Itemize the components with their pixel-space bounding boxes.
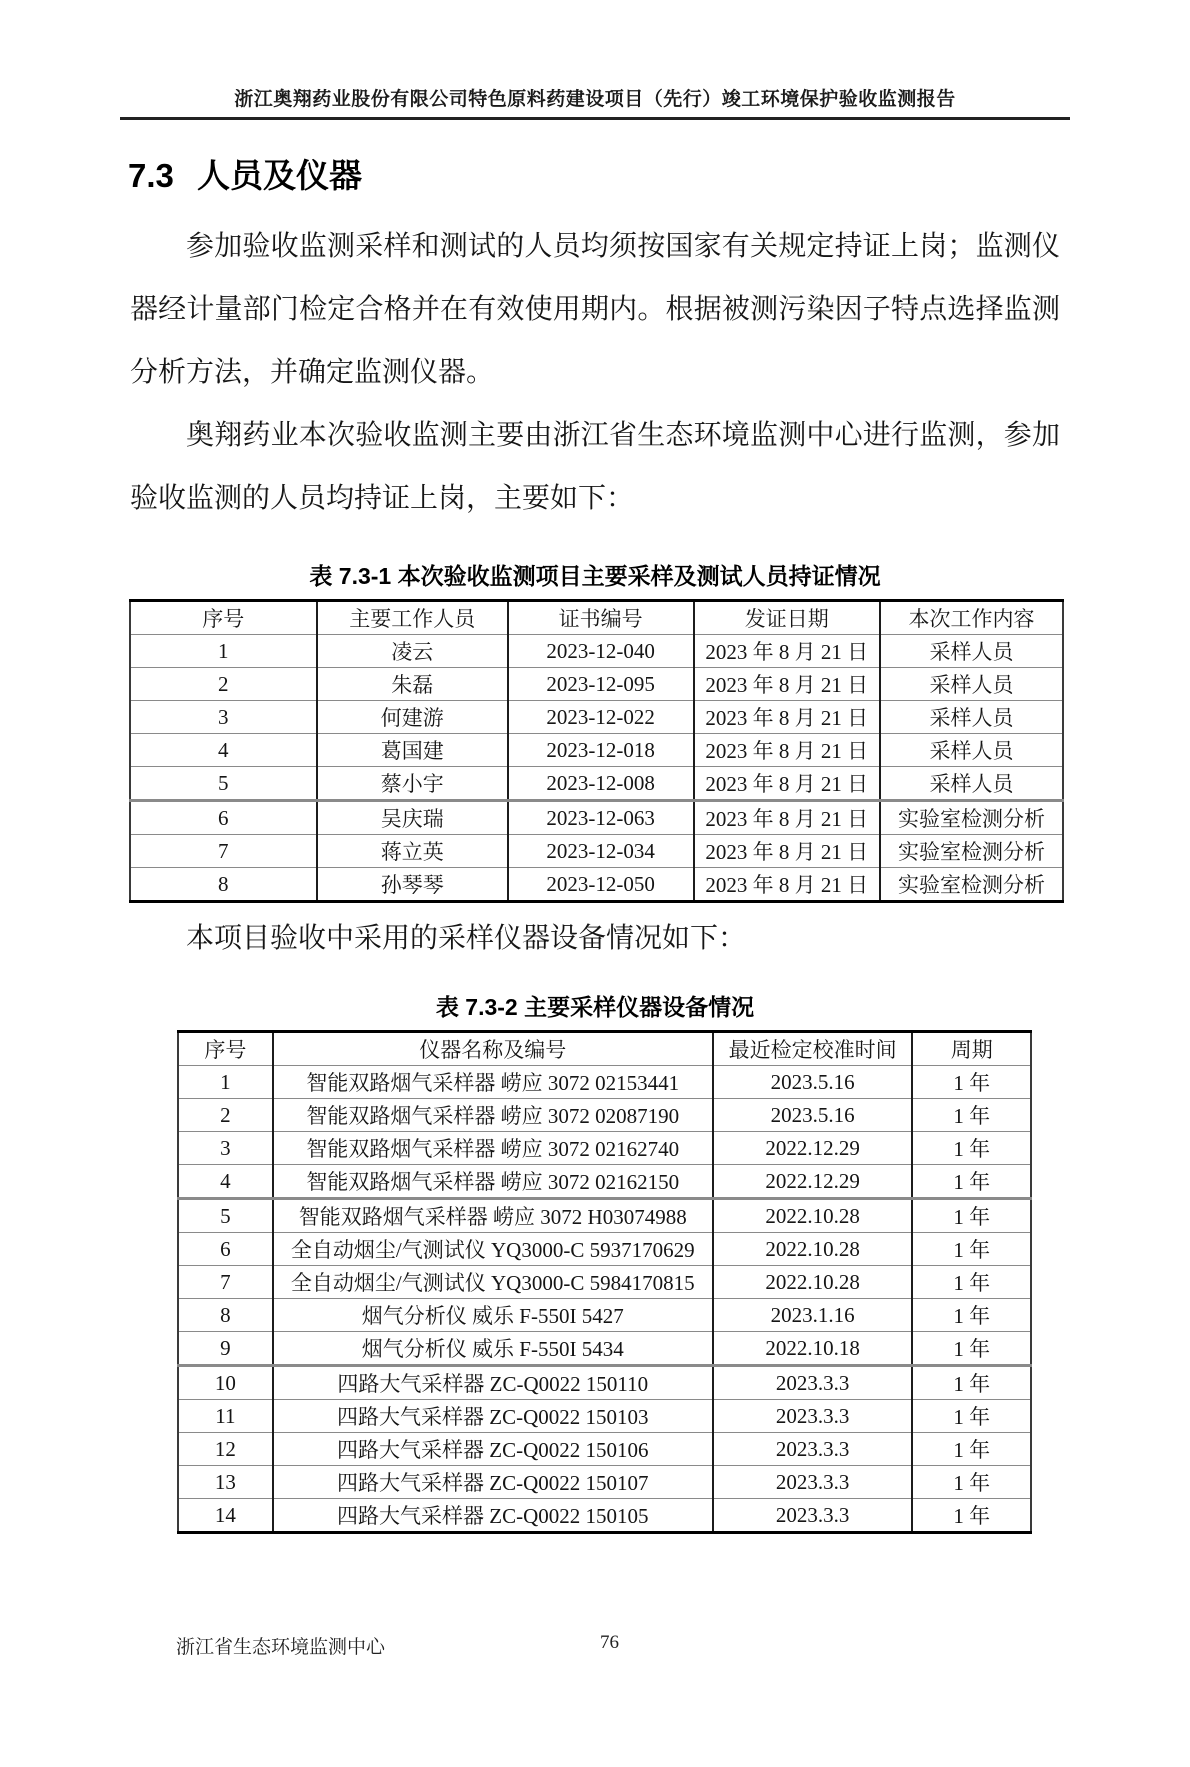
section-title: 7.3 人员及仪器 bbox=[128, 157, 363, 194]
table-row bbox=[178, 1499, 1031, 1533]
table1-caption: 表 7.3-1 本次验收监测项目主要采样及测试人员持证情况 bbox=[309, 563, 881, 589]
table-cell: 12 bbox=[178, 1433, 273, 1466]
table-row bbox=[178, 1066, 1031, 1099]
table-cell: 智能双路烟气采样器 崂应 3072 02087190 bbox=[273, 1099, 713, 1132]
column-header-work-content: 本次工作内容 bbox=[880, 601, 1063, 635]
table-cell: 1 年 bbox=[912, 1400, 1031, 1433]
instruments-table-body bbox=[178, 1066, 1031, 1533]
table-cell: 四路大气采样器 ZC-Q0022 150106 bbox=[273, 1433, 713, 1466]
table-row bbox=[178, 1299, 1031, 1332]
table-cell: 6 bbox=[178, 1233, 273, 1266]
paragraph-monitoring-center: 奥翔药业本次验收监测主要由浙江省生态环境监测中心进行监测，参加验收监测的人员均持证上岗，主要如下： bbox=[130, 420, 1060, 514]
table-cell: 1 年 bbox=[912, 1233, 1031, 1266]
table-cell: 10 bbox=[178, 1366, 273, 1400]
table-row bbox=[130, 734, 1063, 767]
table-cell: 2023.3.3 bbox=[713, 1366, 913, 1400]
page-content bbox=[0, 84, 1190, 1534]
table-cell: 烟气分析仪 威乐 F-550I 5427 bbox=[273, 1299, 713, 1332]
table-cell: 采样人员 bbox=[880, 635, 1063, 668]
table-cell: 2023-12-034 bbox=[508, 835, 694, 868]
table-cell: 2022.10.18 bbox=[713, 1332, 913, 1366]
table-cell: 3 bbox=[130, 701, 317, 734]
column-header-certificate-no: 证书编号 bbox=[508, 601, 694, 635]
column-header-index: 序号 bbox=[178, 1032, 273, 1066]
table-cell: 1 年 bbox=[912, 1266, 1031, 1299]
table-cell: 实验室检测分析 bbox=[880, 801, 1063, 835]
table-cell: 采样人员 bbox=[880, 701, 1063, 734]
table-row bbox=[178, 1366, 1031, 1400]
table-row bbox=[178, 1165, 1031, 1199]
column-header-index: 序号 bbox=[130, 601, 317, 635]
table-cell: 8 bbox=[178, 1299, 273, 1332]
table-cell: 2023.5.16 bbox=[713, 1066, 913, 1099]
table-row bbox=[130, 668, 1063, 701]
table-cell: 1 bbox=[178, 1066, 273, 1099]
table-cell: 2 bbox=[178, 1099, 273, 1132]
table-cell: 2023.3.3 bbox=[713, 1499, 913, 1533]
table-cell: 烟气分析仪 威乐 F-550I 5434 bbox=[273, 1332, 713, 1366]
table-cell: 1 年 bbox=[912, 1165, 1031, 1199]
column-header-staff: 主要工作人员 bbox=[317, 601, 508, 635]
table-cell: 13 bbox=[178, 1466, 273, 1499]
table-cell: 2023-12-095 bbox=[508, 668, 694, 701]
table-cell: 2023-12-008 bbox=[508, 767, 694, 801]
header-rule bbox=[120, 117, 1070, 120]
table-cell: 2023-12-050 bbox=[508, 868, 694, 902]
table-row bbox=[130, 635, 1063, 668]
table-cell: 四路大气采样器 ZC-Q0022 150110 bbox=[273, 1366, 713, 1400]
table-row bbox=[130, 868, 1063, 902]
table-cell: 何建游 bbox=[317, 701, 508, 734]
table-cell: 2023.3.3 bbox=[713, 1400, 913, 1433]
table-row bbox=[130, 835, 1063, 868]
table-cell: 7 bbox=[178, 1266, 273, 1299]
table-cell: 朱磊 bbox=[317, 668, 508, 701]
table-cell: 2023 年 8 月 21 日 bbox=[694, 801, 881, 835]
table-cell: 蒋立英 bbox=[317, 835, 508, 868]
table-cell: 智能双路烟气采样器 崂应 3072 02162150 bbox=[273, 1165, 713, 1199]
table-cell: 采样人员 bbox=[880, 767, 1063, 801]
table-cell: 2023.1.16 bbox=[713, 1299, 913, 1332]
table-cell: 1 年 bbox=[912, 1099, 1031, 1132]
table-cell: 2023.5.16 bbox=[713, 1099, 913, 1132]
table-cell: 2023 年 8 月 21 日 bbox=[694, 835, 881, 868]
table-row bbox=[178, 1266, 1031, 1299]
table-cell: 实验室检测分析 bbox=[880, 868, 1063, 902]
table-cell: 四路大气采样器 ZC-Q0022 150103 bbox=[273, 1400, 713, 1433]
table-cell: 2023-12-040 bbox=[508, 635, 694, 668]
personnel-table-body bbox=[130, 635, 1063, 902]
table-cell: 1 年 bbox=[912, 1332, 1031, 1366]
table-row bbox=[130, 801, 1063, 835]
table-cell: 2023 年 8 月 21 日 bbox=[694, 734, 881, 767]
table-cell: 2023 年 8 月 21 日 bbox=[694, 635, 881, 668]
table-cell: 采样人员 bbox=[880, 734, 1063, 767]
table-cell: 4 bbox=[130, 734, 317, 767]
table-cell: 2022.10.28 bbox=[713, 1199, 913, 1233]
footer-organization: 浙江省生态环境监测中心 bbox=[176, 1637, 386, 1658]
table-cell: 智能双路烟气采样器 崂应 3072 02153441 bbox=[273, 1066, 713, 1099]
table-cell: 2023.3.3 bbox=[713, 1433, 913, 1466]
table-cell: 孙琴琴 bbox=[317, 868, 508, 902]
table-row bbox=[178, 1233, 1031, 1266]
table-cell: 智能双路烟气采样器 崂应 3072 02162740 bbox=[273, 1132, 713, 1165]
table-header-row bbox=[130, 601, 1063, 635]
table-cell: 智能双路烟气采样器 崂应 3072 H03074988 bbox=[273, 1199, 713, 1233]
page-number: 76 bbox=[600, 1632, 619, 1653]
table-cell: 4 bbox=[178, 1165, 273, 1199]
table-cell: 1 年 bbox=[912, 1132, 1031, 1165]
table-cell: 1 年 bbox=[912, 1066, 1031, 1099]
table-cell: 2022.10.28 bbox=[713, 1266, 913, 1299]
paragraph-sampling-equipment-intro: 本项目验收中采用的采样仪器设备情况如下： bbox=[186, 923, 747, 954]
table-row bbox=[178, 1433, 1031, 1466]
table-cell: 2022.12.29 bbox=[713, 1132, 913, 1165]
table-row bbox=[178, 1199, 1031, 1233]
table-cell: 四路大气采样器 ZC-Q0022 150105 bbox=[273, 1499, 713, 1533]
table-cell: 8 bbox=[130, 868, 317, 902]
table-row bbox=[178, 1132, 1031, 1165]
table-cell: 1 年 bbox=[912, 1466, 1031, 1499]
table-cell: 凌云 bbox=[317, 635, 508, 668]
table-cell: 葛国建 bbox=[317, 734, 508, 767]
table-cell: 蔡小宇 bbox=[317, 767, 508, 801]
table-header-row bbox=[178, 1032, 1031, 1066]
paragraph-personnel-requirements: 参加验收监测采样和测试的人员均须按国家有关规定持证上岗；监测仪器经计量部门检定合格并在有效使用期内。根据被测污染因子特点选择监测分析方法，并确定监测仪器。 bbox=[130, 231, 1060, 388]
table-cell: 1 bbox=[130, 635, 317, 668]
table-cell: 2023-12-018 bbox=[508, 734, 694, 767]
column-header-instrument-name: 仪器名称及编号 bbox=[273, 1032, 713, 1066]
table-cell: 5 bbox=[178, 1199, 273, 1233]
table-cell: 1 年 bbox=[912, 1433, 1031, 1466]
table-cell: 7 bbox=[130, 835, 317, 868]
table-cell: 2023 年 8 月 21 日 bbox=[694, 868, 881, 902]
table-cell: 2023 年 8 月 21 日 bbox=[694, 767, 881, 801]
table-cell: 吴庆瑞 bbox=[317, 801, 508, 835]
table-row bbox=[130, 701, 1063, 734]
table-cell: 四路大气采样器 ZC-Q0022 150107 bbox=[273, 1466, 713, 1499]
table-row bbox=[178, 1332, 1031, 1366]
table-cell: 1 年 bbox=[912, 1366, 1031, 1400]
table-cell: 2023-12-022 bbox=[508, 701, 694, 734]
table-cell: 11 bbox=[178, 1400, 273, 1433]
table-cell: 采样人员 bbox=[880, 668, 1063, 701]
table-cell: 2022.12.29 bbox=[713, 1165, 913, 1199]
table-row bbox=[178, 1099, 1031, 1132]
sampling-instruments-table bbox=[177, 1030, 1032, 1534]
table-cell: 2023.3.3 bbox=[713, 1466, 913, 1499]
personnel-certificates-table bbox=[129, 599, 1064, 903]
table-row bbox=[178, 1400, 1031, 1433]
table-cell: 2 bbox=[130, 668, 317, 701]
table-cell: 2023 年 8 月 21 日 bbox=[694, 701, 881, 734]
table-cell: 3 bbox=[178, 1132, 273, 1165]
table-cell: 5 bbox=[130, 767, 317, 801]
column-header-issue-date: 发证日期 bbox=[694, 601, 881, 635]
column-header-cycle: 周期 bbox=[912, 1032, 1031, 1066]
column-header-calibration-date: 最近检定校准时间 bbox=[713, 1032, 913, 1066]
table2-caption: 表 7.3-2 主要采样仪器设备情况 bbox=[435, 994, 755, 1020]
table-cell: 1 年 bbox=[912, 1299, 1031, 1332]
table-cell: 2023 年 8 月 21 日 bbox=[694, 668, 881, 701]
table-cell: 实验室检测分析 bbox=[880, 835, 1063, 868]
table-cell: 2022.10.28 bbox=[713, 1233, 913, 1266]
table-row bbox=[130, 767, 1063, 801]
table-cell: 1 年 bbox=[912, 1499, 1031, 1533]
table-cell: 全自动烟尘/气测试仪 YQ3000-C 5984170815 bbox=[273, 1266, 713, 1299]
table-row bbox=[178, 1466, 1031, 1499]
table-cell: 9 bbox=[178, 1332, 273, 1366]
document-header-title: 浙江奥翔药业股份有限公司特色原料药建设项目（先行）竣工环境保护验收监测报告 bbox=[234, 89, 956, 110]
table-cell: 1 年 bbox=[912, 1199, 1031, 1233]
table-cell: 14 bbox=[178, 1499, 273, 1533]
table-cell: 2023-12-063 bbox=[508, 801, 694, 835]
table-cell: 6 bbox=[130, 801, 317, 835]
table-cell: 全自动烟尘/气测试仪 YQ3000-C 5937170629 bbox=[273, 1233, 713, 1266]
